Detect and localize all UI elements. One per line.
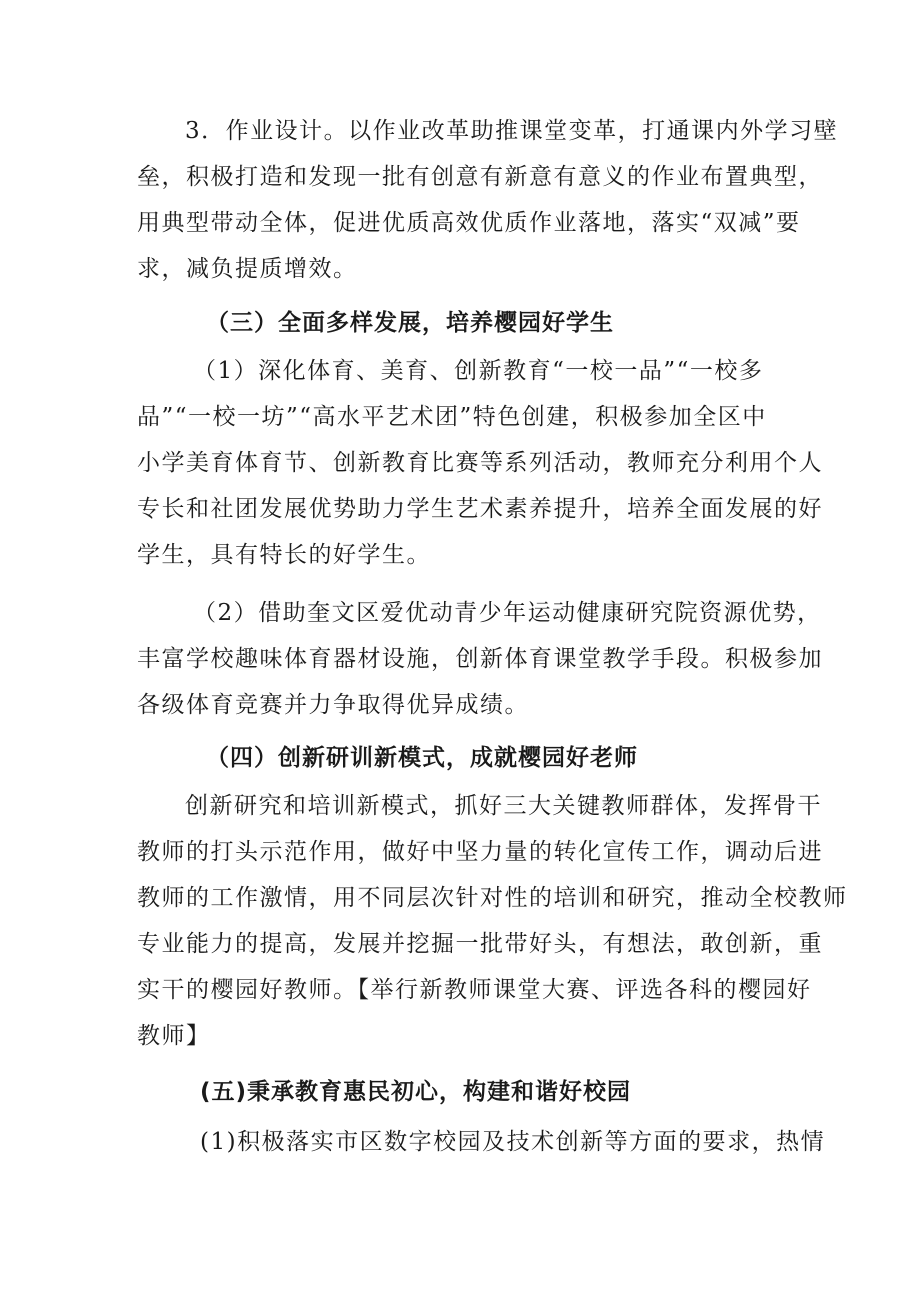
item-3-1-line-5: 学生，具有特长的好学生。 [137, 542, 431, 568]
item-3-1-line-1: （1）深化体育、美育、创新教育“一校一品”“一校多 [193, 358, 764, 384]
section-heading-3: （三）全面多样发展，培养樱园好学生 [206, 310, 614, 336]
item-3-1-line-3: 小学美育体育节、创新教育比赛等系列活动，教师充分利用个人 [137, 450, 823, 476]
item-3-2-line-2: 丰富学校趣味体育器材设施，创新体育课堂教学手段。积极参加 [137, 646, 823, 672]
paragraph-4-line-5: 实干的樱园好教师。【举行新教师课堂大赛、评选各科的樱园好 [137, 977, 812, 1003]
paragraph-4-line-1: 创新研究和培训新模式，抓好三大关键教师群体，发挥骨干 [185, 793, 822, 819]
section-heading-5: (五)秉承教育惠民初心，构建和谐好校园 [200, 1079, 632, 1105]
item-3-1-line-4: 专长和社团发展优势助力学生艺术素养提升，培养全面发展的好 [137, 496, 823, 522]
paragraph-homework-line-3: 用典型带动全体，促进优质高效优质作业落地，落实“双减”要 [137, 210, 801, 236]
paragraph-4-line-4: 专业能力的提高，发展并挖掘一批带好头，有想法，敢创新，重 [137, 931, 823, 957]
paragraph-homework-line-2: 垒，积极打造和发现一批有创意有新意有意义的作业布置典型， [137, 164, 823, 190]
item-3-2-line-3: 各级体育竞赛并力争取得优异成绩。 [137, 692, 529, 718]
section-heading-4: （四）创新研训新模式，成就樱园好老师 [206, 745, 638, 771]
paragraph-homework-line-4: 求，减负提质增效。 [137, 256, 358, 282]
paragraph-4-line-2: 教师的打头示范作用，做好中坚力量的转化宣传工作，调动后进 [137, 839, 823, 865]
item-3-2-line-1: （2）借助奎文区爱优动青少年运动健康研究院资源优势， [193, 600, 822, 626]
item-5-1-line-1: (1)积极落实市区数字校园及技术创新等方面的要求，热情 [200, 1129, 826, 1155]
item-3-1-line-2: 品”“一校一坊”“高水平艺术团”特色创建，积极参加全区中 [137, 404, 767, 430]
paragraph-4-line-6: 教师】 [137, 1023, 211, 1049]
paragraph-4-line-3: 教师的工作激情，用不同层次针对性的培训和研究，推动全校教师 [137, 885, 848, 911]
paragraph-homework-line-1: 3．作业设计。以作业改革助推课堂变革，打通课内外学习壁 [185, 118, 839, 144]
